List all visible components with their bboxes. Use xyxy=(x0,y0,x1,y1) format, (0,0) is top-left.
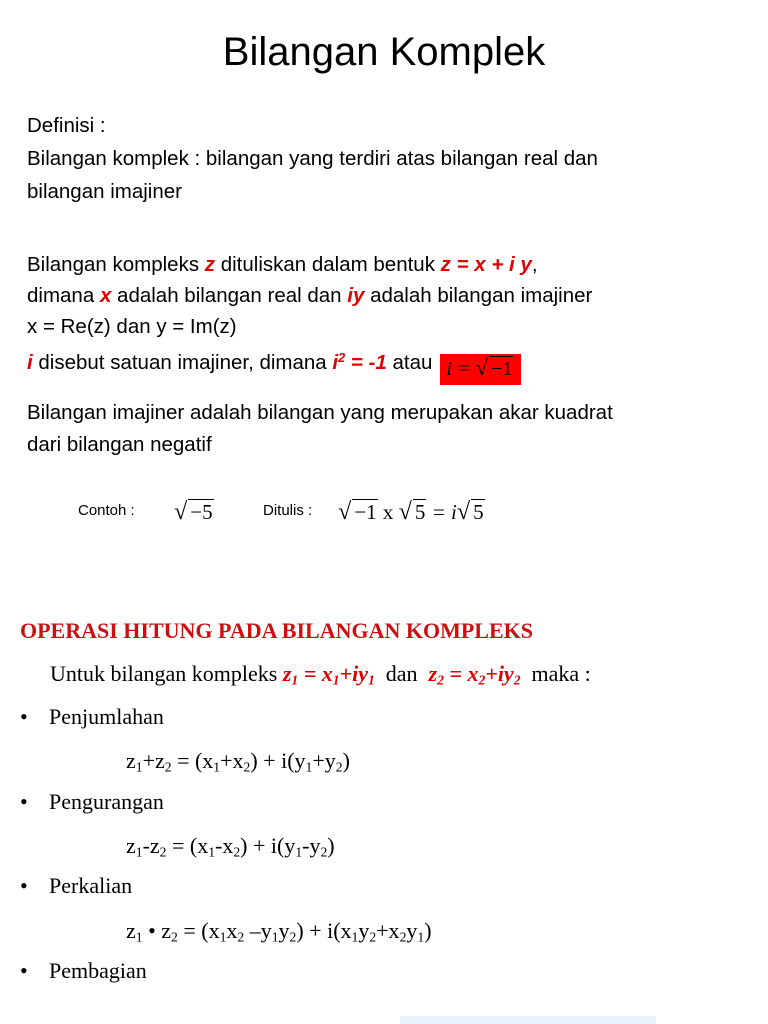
form-text: atau xyxy=(386,350,433,374)
list-item-division: • Pembagian xyxy=(20,958,147,983)
var-i: i xyxy=(27,350,33,374)
formula-subtraction: $z_1-z_2 = (x_1-x_2) + i(y_1-y_2)$ xyxy=(126,833,335,860)
sqrt-symbol: √ −1 xyxy=(475,354,513,380)
form-line-1 xyxy=(27,253,538,277)
formula-multiplication: $z_1$ • $z_2 = (x_1x_2$ $-y_1y_2) + i(x_1y_2+x_2y_1)$ xyxy=(126,918,432,945)
form-line-3: x = Re(z) dan y = Im(z) xyxy=(27,315,237,338)
imaginary-line-2: dari bilangan negatif xyxy=(27,433,212,456)
imaginary-line-1: Bilangan imajiner adalah bilangan yang merupakan akar kuadrat xyxy=(27,401,613,424)
form-text: Bilangan kompleks xyxy=(27,253,205,276)
definition-line-2: bilangan imajiner xyxy=(27,180,182,203)
form-text: dimana xyxy=(27,284,100,307)
definition-label: Definisi : xyxy=(27,114,106,137)
example-label: Contoh : xyxy=(78,502,135,519)
list-item-addition: • Penjumlahan xyxy=(20,704,164,729)
written-expression: √ −1 x √ 5 = i√ 5 xyxy=(338,498,484,525)
form-text: dituliskan dalam bentuk xyxy=(215,253,441,276)
i-squared-expr: $i^2 = -1$ xyxy=(332,350,387,374)
written-label: Ditulis : xyxy=(263,502,313,519)
form-text: , xyxy=(531,253,538,276)
form-text: adalah bilangan imajiner xyxy=(364,284,593,307)
var-z: z xyxy=(204,253,216,276)
complex-form-expr: z = x + i y xyxy=(440,253,532,276)
example-sqrt-minus-five: √ −5 xyxy=(174,498,213,525)
page-title: Bilangan Komplek xyxy=(222,30,546,74)
cutoff-highlight xyxy=(400,1016,656,1024)
definition-line-1: Bilangan komplek : bilangan yang terdiri atas bilangan real dan xyxy=(27,147,598,170)
list-item-subtraction: • Pengurangan xyxy=(20,789,164,814)
list-item-multiplication: • Perkalian xyxy=(20,873,133,898)
form-line-2 xyxy=(27,284,592,308)
form-text: adalah bilangan real dan xyxy=(111,284,348,307)
operations-heading: OPERASI HITUNG PADA BILANGAN KOMPLEKS xyxy=(20,618,533,643)
form-text: disebut satuan imajiner, dimana xyxy=(32,350,333,374)
operations-intro: Untuk bilangan kompleks $z_1 = x_1+iy_1$ dan $z_2 = x_2+iy_2$ maka : xyxy=(50,661,591,688)
form-line-4 xyxy=(27,346,521,385)
formula-addition: $z_1+z_2 = (x_1+x_2) + i(y_1+y_2)$ xyxy=(126,748,350,775)
var-x: x xyxy=(99,284,112,307)
var-iy: iy xyxy=(347,284,365,307)
sqrt-minus-one-box: i = √ −1 xyxy=(440,354,521,385)
